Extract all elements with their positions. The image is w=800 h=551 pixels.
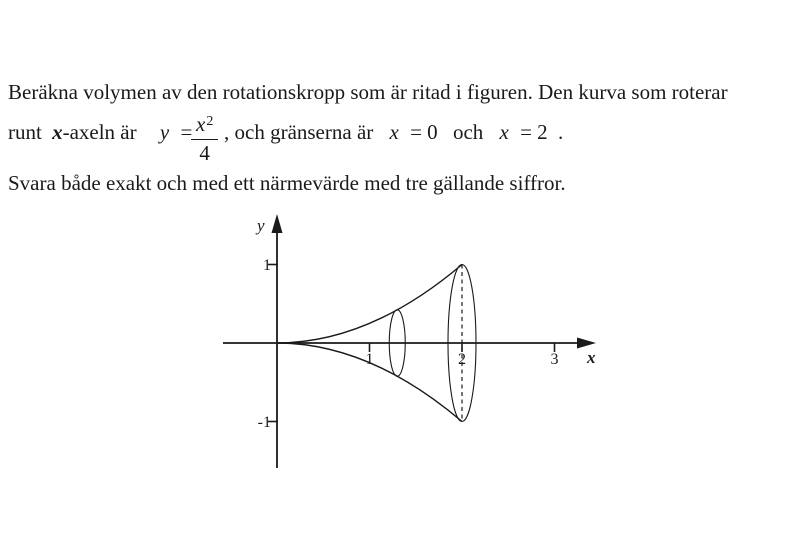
fraction-num-exponent: 2 [206,114,214,129]
x-tick-label: 2 [458,351,466,368]
line2-och: och [452,120,484,144]
fraction-denominator: 4 [199,141,210,165]
x-tick-label: 1 [365,351,374,368]
fraction-x-squared-over-4 [191,112,218,166]
y-axis-label: y [257,216,265,235]
problem-line-3: Svara både exakt och med ett närmevärde med tre gällande siffror. [8,171,566,195]
line2-x-var2: x [499,120,509,144]
line2-period: . [557,120,564,144]
curve-upper [277,265,462,344]
line2-x-var1: x [389,120,399,144]
fraction-num-base: x [196,112,206,136]
x-axis-arrowhead [577,338,596,349]
y-tick-label: -1 [257,414,271,431]
x-axis-label: x [587,348,596,367]
fraction-numerator [191,112,218,140]
x-tick-label: 3 [550,351,559,368]
line2-runt: runt [8,120,42,144]
line2-eq2: = 2 [520,120,548,144]
problem-line-2-left [8,120,198,145]
y-tick-label: 1 [263,257,271,274]
problem-line-1: Beräkna volymen av den rotationskropp som är ritad i figuren. Den kurva som roterar [8,80,728,104]
line2-y-var: y [159,120,170,144]
problem-line-2-right [224,120,563,145]
rotation-solid-figure [200,205,620,485]
line2-equals: = [180,120,193,144]
line2-x-word: x [52,120,63,144]
line2-axeln: -axeln är [62,120,137,144]
line2-post1: , och gränserna är [224,120,374,144]
line2-eq1: = 0 [410,120,438,144]
y-axis-arrowhead [272,214,283,233]
